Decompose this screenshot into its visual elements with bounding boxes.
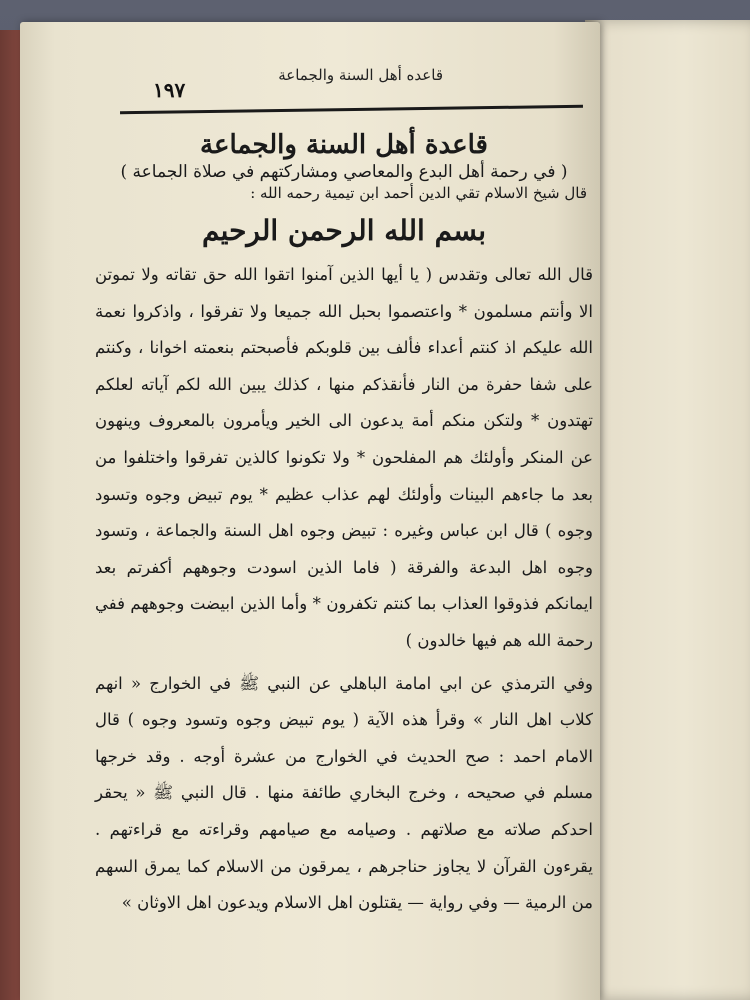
basmala-heading: بسم الله الرحمن الرحيم	[202, 214, 486, 247]
book-page	[20, 22, 600, 1000]
paragraph-1: قال الله تعالى وتقدس ( يا أيها الذين آمنوا اتقوا الله حق تقاته ولا تموتن الا وأنتم مسلمون * واعتصموا بحبل الله جميعا ولا تفرقوا ، واذكروا نعمة الله عليكم اذ كنتم أعداء فألف بين قلوبكم فأصبحتم بنعمته اخوانا ، وكنتم على شفا حفرة من النار فأنقذكم منها ، كذلك يبين الله لكم آياته لعلكم تهتدون * ولتكن منكم أمة يدعون الى الخير ويأمرون بالمعروف وينهون عن المنكر وأولئك هم المفلحون * ولا تكونوا كالذين تفرقوا واختلفوا من بعد ما جاءهم البينات وأولئك لهم عذاب عظيم * يوم تبيض وجوه وتسود وجوه ) قال ابن عباس وغيره : تبيض وجوه اهل السنة والجماعة ، وتسود وجوه اهل البدعة والفرقة ( فاما الذين اسودت وجوههم أكفرتم بعد ايمانكم فذوقوا العذاب بما كنتم تكفرون * وأما الذين ابيضت وجوههم ففي رحمة الله هم فيها خالدون )	[95, 265, 593, 650]
chapter-title: قاعدة أهل السنة والجماعة	[200, 130, 488, 160]
running-title: قاعده أهل السنة والجماعة	[278, 66, 443, 84]
running-header	[95, 60, 593, 116]
page-number: ١٩٧	[153, 78, 186, 102]
facing-page	[585, 20, 750, 1000]
attribution-line: قال شيخ الاسلام تقي الدين أحمد ابن تيمية رحمه الله :	[250, 184, 587, 202]
header-rule	[120, 105, 583, 114]
paragraph-2: وفي الترمذي عن ابي امامة الباهلي عن النبي ﷺ في الخوارج « انهم كلاب اهل النار » وقرأ هذه الآية ( يوم تبيض وجوه وتسود وجوه ) قال الامام احمد : صح الحديث في الخوارج من عشرة أوجه . وقد خرجها مسلم في صحيحه ، وخرج البخاري طائفة منها . قال النبي ﷺ « يحقر احدكم صلاته مع صلاتهم . وصيامه مع صيامهم وقراءته مع قراءتهم . يقرءون القرآن لا يجاوز حناجرهم ، يمرقون من الاسلام كما يمرق السهم من الرمية — وفي رواية — يقتلون اهل الاسلام ويدعون اهل الاوثان »	[95, 673, 593, 913]
text-block	[95, 122, 593, 922]
chapter-subtitle: ( في رحمة أهل البدع والمعاصي ومشاركتهم في صلاة الجماعة )	[120, 162, 568, 182]
